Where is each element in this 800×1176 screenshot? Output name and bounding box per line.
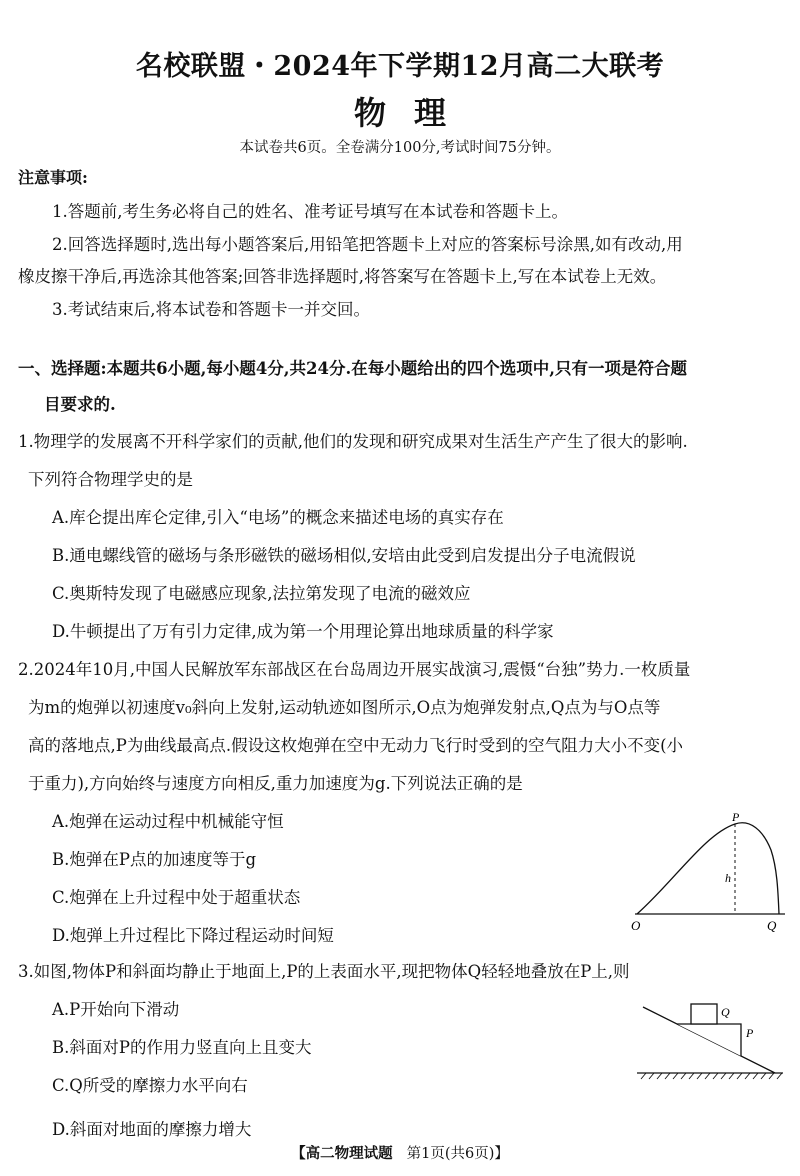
q3-stem: 3.如图,物体P和斜面均静止于地面上,P的上表面水平,现把物体Q轻轻地叠放在P上,则 bbox=[18, 962, 630, 981]
notice-heading: 注意事项: bbox=[18, 168, 88, 187]
label-q: Q bbox=[767, 918, 777, 933]
q2-option-c: C.炮弹在上升过程中处于超重状态 bbox=[52, 888, 301, 907]
q1-option-b: B.通电螺线管的磁场与条形磁铁的磁场相似,安培由此受到启发提出分子电流假说 bbox=[52, 546, 636, 565]
notice-item-3: 3.考试结束后,将本试卷和答题卡一并交回。 bbox=[52, 300, 370, 319]
section-heading-line-2: 目要求的. bbox=[44, 395, 116, 414]
q1-stem-line-1: 1.物理学的发展离不开科学家们的贡献,他们的发现和研究成果对生活生产产生了很大的影响. bbox=[18, 432, 688, 451]
footer-left: 【高二物理试题 bbox=[291, 1145, 393, 1162]
q1-stem-line-2: 下列符合物理学史的是 bbox=[28, 470, 193, 489]
label-p: P bbox=[732, 810, 740, 824]
subject-title: 物理 bbox=[353, 94, 474, 132]
q3-option-d: D.斜面对地面的摩擦力增大 bbox=[52, 1120, 252, 1139]
q1-option-d: D.牛顿提出了万有引力定律,成为第一个用理论算出地球质量的科学家 bbox=[52, 622, 554, 641]
q3-option-b: B.斜面对P的作用力竖直向上且变大 bbox=[52, 1038, 312, 1057]
q2-option-d: D.炮弹上升过程比下降过程运动时间短 bbox=[52, 926, 334, 945]
q2-stem-line-2: 为m的炮弹以初速度v₀斜向上发射,运动轨迹如图所示,O点为炮弹发射点,Q点为与O点等 bbox=[28, 698, 661, 717]
notice-item-2-line-2: 橡皮擦干净后,再选涂其他答案;回答非选择题时,将答案写在答题卡上,写在本试卷上无效。 bbox=[18, 267, 667, 286]
q1-option-c: C.奥斯特发现了电磁感应现象,法拉第发现了电流的磁效应 bbox=[52, 584, 471, 603]
label-p: P bbox=[746, 1026, 754, 1040]
page-footer bbox=[0, 1142, 800, 1163]
q2-option-a: A.炮弹在运动过程中机械能守恒 bbox=[52, 812, 284, 831]
q2-stem-line-3: 高的落地点,P为曲线最高点.假设这枚炮弹在空中无动力飞行时受到的空气阻力大小不变(小 bbox=[28, 736, 684, 755]
q2-option-b: B.炮弹在P点的加速度等于g bbox=[52, 850, 257, 869]
label-q: Q bbox=[721, 1005, 730, 1019]
ground-hatching bbox=[641, 1073, 782, 1079]
exam-info: 本试卷共6页。全卷满分100分,考试时间75分钟。 bbox=[239, 140, 561, 156]
notice-item-1: 1.答题前,考生务必将自己的姓名、准考证号填写在本试卷和答题卡上。 bbox=[52, 202, 568, 221]
trajectory-figure bbox=[625, 810, 795, 940]
exam-title: 名校联盟・2024年下学期12月高二大联考 bbox=[135, 51, 665, 82]
trajectory-curve bbox=[637, 823, 779, 914]
section-heading-line-1: 一、选择题:本题共6小题,每小题4分,共24分.在每小题给出的四个选项中,只有一项是符合题 bbox=[18, 359, 687, 378]
q2-stem-line-4: 于重力),方向始终与速度方向相反,重力加速度为g.下列说法正确的是 bbox=[28, 774, 523, 793]
q2-stem-line-1: 2.2024年10月,中国人民解放军东部战区在台岛周边开展实战演习,震慑“台独”势力.一枚质量 bbox=[18, 660, 691, 679]
notice-item-2-line-1: 2.回答选择题时,选出每小题答案后,用铅笔把答题卡上对应的答案标号涂黑,如有改动,用 bbox=[52, 235, 683, 254]
label-h: h bbox=[725, 871, 731, 885]
q1-option-a: A.库仑提出库仑定律,引入“电场”的概念来描述电场的真实存在 bbox=[52, 508, 504, 527]
q3-option-c: C.Q所受的摩擦力水平向右 bbox=[52, 1076, 248, 1095]
block-q bbox=[691, 1004, 717, 1024]
q3-option-a: A.P开始向下滑动 bbox=[52, 1000, 180, 1019]
footer-right: 第1页(共6页)】 bbox=[406, 1146, 509, 1162]
label-o: O bbox=[631, 918, 641, 933]
incline-figure bbox=[635, 995, 785, 1085]
